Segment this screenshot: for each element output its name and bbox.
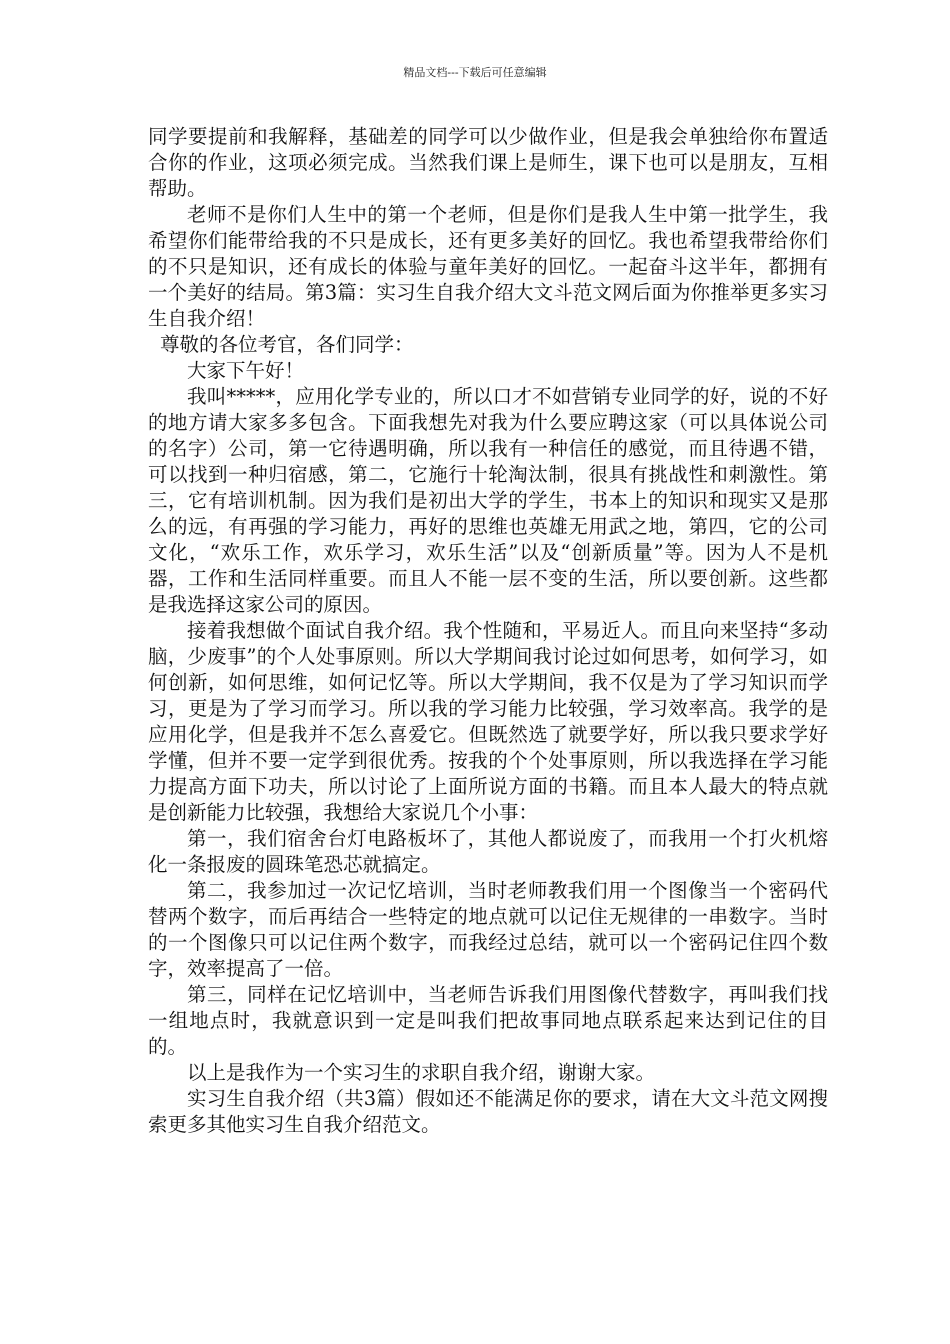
greeting: 大家下午好！ [187, 359, 305, 382]
page-header: 精品文档---下载后可任意编辑 [403, 66, 547, 79]
paragraph: 实习生自我介绍（共3篇）假如还不能满足你的要求，请在大文斗范文网搜索更多其他实习生自我介绍范文。 [148, 1087, 828, 1136]
paragraph: 以上是我作为一个实习生的求职自我介绍，谢谢大家。 [187, 1061, 656, 1084]
paragraph: 同学要提前和我解释，基础差的同学可以少做作业，但是我会单独给你布置适合你的作业，这项必须完成。当然我们课上是师生，课下也可以是朋友，互相帮助。 [148, 125, 828, 200]
paragraph: 第一，我们宿舍台灯电路板坏了，其他人都说废了，而我用一个打火机熔化一条报废的圆珠笔恐芯就搞定。 [148, 827, 828, 876]
paragraph: 第二，我参加过一次记忆培训，当时老师教我们用一个图像当一个密码代替两个数字，而后再结合一些特定的地点就可以记住无规律的一串数字。当时的一个图像只可以记住两个数字，而我经过总结，就可以一个密码记住四个数字，效率提高了一倍。 [148, 879, 828, 980]
paragraph: 我叫*****，应用化学专业的，所以口才不如营销专业同学的好，说的不好的地方请大家多多包含。下面我想先对我为什么要应聘这家（可以具体说公司的名字）公司，第一它待遇明确，所以我有一种信任的感觉，而且待遇不错，可以找到一种归宿感，第二，它施行十轮淘汰制，很具有挑战性和刺激性。第三，它有培训机制。因为我们是初出大学的学生，书本上的知识和现实又是那么的远，有再强的学习能力，再好的思维也英雄无用武之地，第四，它的公司文化，“欢乐工作，欢乐学习，欢乐生活”以及“创新质量”等。因为人不是机器，工作和生活同样重要。而且人不能一层不变的生活，所以要创新。这些都是我选择这家公司的原因。 [148, 385, 828, 616]
paragraph: 第三，同样在记忆培训中，当老师告诉我们用图像代替数字，再叫我们找一组地点时，我就意识到一定是叫我们把故事同地点联系起来达到记住的目的。 [148, 983, 828, 1058]
document-body [148, 124, 828, 1138]
paragraph: 接着我想做个面试自我介绍。我个性随和，平易近人。而且向来坚持“多动脑，少废事”的个人处事原则。所以大学期间我讨论过如何思考，如何学习，如何创新，如何思维，如何记忆等。所以大学期间，我不仅是为了学习知识而学习，更是为了学习而学习。所以我的学习能力比较强，学习效率高。我学的是应用化学，但是我并不怎么喜爱它。但既然选了就要学好，所以我只要求学好学懂，但并不要一定学到很优秀。按我的个个处事原则，所以我选择在学习能力提高方面下功夫，所以讨论了上面所说方面的书籍。而且本人最大的特点就是创新能力比较强，我想给大家说几个小事： [148, 619, 828, 824]
paragraph: 老师不是你们人生中的第一个老师，但是你们是我人生中第一批学生，我希望你们能带给我的不只是成长，还有更多美好的回忆。我也希望我带给你们的不只是知识，还有成长的体验与童年美好的回忆。一起奋斗这半年，都拥有一个美好的结局。第3篇：实习生自我介绍大文斗范文网后面为你推举更多实习生自我介绍！ [148, 203, 828, 330]
salutation: 尊敬的各位考官，各们同学： [160, 333, 414, 356]
